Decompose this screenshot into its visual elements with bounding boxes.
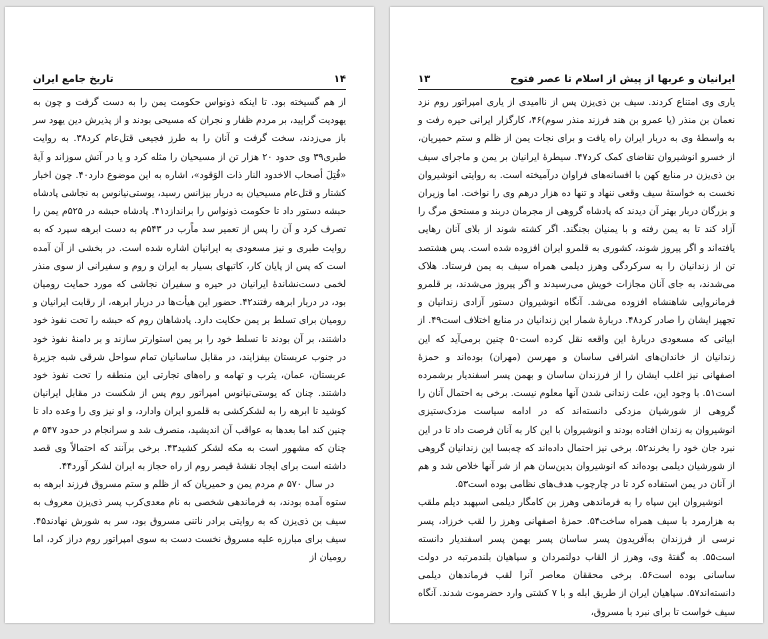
right-page-number: ۱۳ [418, 73, 431, 85]
right-header-rule [418, 89, 735, 90]
right-page-body [418, 94, 735, 622]
left-page-header [33, 71, 346, 87]
left-page [5, 7, 374, 623]
left-page-body [33, 94, 346, 567]
right-page-header [418, 71, 735, 87]
right-running-title: ایرانیان و عربها از پیش از اسلام تا عصر فتوح [510, 73, 735, 85]
right-paragraph-1: یاری وی امتناع کردند. سیف بن ذی‌یزن پس از ناامیدی از یاری امپراتور روم نزد نعمان بن منذر (یا عمرو بن هند فرزند منذر سوم)۴۶، کارگزار ایرانی حیره رفت و به واسطهٔ وی به دربار ایران راه یافت و برای نجات یمن از ظلم و ستم حمیریان، از خسرو انوشیروان تقاضای کمک کرد۴۷. سیطرهٔ ایرانیان بر یمن و ماجرای سیف بن ذی‌یزن در منابع کهن با افسانه‌های فراوان درآمیخته است. به روایتی انوشیروان نخست به خواستهٔ سیف وقعی ننهاد و تنها ده هزار درهم وی را نواخت. اما وزیران و بزرگان دربار بهتر آن دیدند که پادشاه گروهی از مجرمان دربند و مستحق مرگ را آزاد کند تا به یمن رفته و با یمنیان بجنگند. اگر کشته شوند از بلای آنان رهایی یافته‌اند و اگر پیروز شوند، کشوری به قلمرو ایران افزوده شده است. پس هشتصد تن از زندانیان را به سرکردگی وهرز دیلمی همراه سیف به یمن فرستاد. هلاک می‌شدند، به جای آنان مجازات خویش می‌رسیدند و اگر پیروز می‌شدند، بر قلمرو فرمانروایی شاهنشاه افزوده می‌شد. آنگاه انوشیروان دستور آزادی زندانیان و تجهیز ایشان را صادر کرد۴۸. دربارهٔ شمار این زندانیان در منابع اختلاف است۴۹. از ابیاتی که مسعودی دربارهٔ این واقعه نقل کرده است۵۰ چنین برمی‌آید که این زندانیان از خاندان‌های اشرافی ساسان و مهرسن (مهران) بوده‌اند و حمزهٔ اصفهانی نیز اغلب ایشان را از فرزندان ساسان و بهمن پسر اسفندیار برشمرده است۵۱. با وجود این، علت زندانی شدن آنها معلوم نیست. برخی به احتمال آنان را گروهی از شورشیان مزدکی دانسته‌اند که در ادامه سیاست مزدک‌ستیزی انوشیروان به زندان افتاده بودند و انوشیروان با این کار به آنان فرصت داد تا در این نبرد جان خود را بخرند۵۲. برخی نیز احتمال داده‌اند که چه‌بسا این زندانیان گروهی از شورشیان دیلمی بوده‌اند که انوشیروان بدین‌سان هم از شر آنها خلاص شد و هم از آنان در یمن استفاده کرد تا در چارچوب هدف‌های نظامی بوده است۵۳. [418, 97, 736, 491]
left-header-rule [33, 89, 346, 90]
right-page [390, 7, 763, 623]
left-paragraph-2: در سال ۵۷۰ م مردم یمن و حمیریان که از ظلم و ستم مسروق فرزند ابرهه به ستوه آمده بودند، به فرماندهی شخصی به نام معدی‌کرب پسر ذی‌یزن معروف به سیف بن ذی‌یزن که به روایتی برادر ناتنی مسروق بود، سر به شورش نهادند۴۵. سیف برای مبارزه علیه مسروق نخست دست به سوی امپراتور روم دراز کرد، اما رومیان از [33, 479, 346, 564]
left-running-title: تاریخ جامع ایران [33, 73, 114, 85]
right-paragraph-2: انوشیروان این سپاه را به فرماندهی وهرز بن کامگار دیلمی اسپهبد دیلم ملقب به هزارمرد با سیف همراه ساخت۵۴. حمزهٔ اصفهانی وهرز را لقب خرزاد، پسر نرسی از فرزندان به‌آفریدون پسر ساسان پسر بهمن پسر اسفندیار دانسته است۵۵. به گفتهٔ وی، وهرز از القاب دولتمردان و سپاهیان بلندمرتبه در دولت ساسانی بوده است۵۶. برخی محققان معاصر آنرا لقب فرماندهان دیلمی دانسته‌اند۵۷. سپاهیان ایران از طریق ابله و با ۷ کشتی وارد حضرموت شدند. آنگاه سیف خواست تا برای نبرد با مسروق، [418, 497, 736, 618]
left-paragraph-1: از هم گسیخته بود. تا اینکه ذونواس حکومت یمن را به دست گرفت و چون به یهودیت گرایید، بر مردم ظفار و نجران که مسیحی بودند و از پذیرش دین یهود سر باز می‌زدند، سخت گرفت و آنان را به طرز فجیعی قتل‌عام کرد۳۸. به روایت طبری۳۹ وی حدود ۲۰ هزار تن از مسیحیان را مثله کرد و یا در آتش سوزاند و آیهٔ «قُتِلَ أصحاب الاخدود النار ذات الوَقود»، اشاره به این موضوع دارد۴۰. چون اخبار کشتار و قتل‌عام مسیحیان به دربار بیزانس رسید، یوستی‌نیانوس به نجاشی پادشاه حبشه دستور داد تا حکومت ذونواس را براندازد۴۱. پادشاه حبشه در ۵۲۵م یمن را تصرف کرد و آن را پس از تعمیر سد ماًرب در ۵۴۳م به دست ابرهه سپرد که به روایت طبری و نیز مسعودی به ایرانیان اشاره شده است. در بخشی از آن آمده است که پس از پایان کار، کاتبهای بسیار به ایران و روم و سفیرانی از سوی منذر لخمی دست‌نشاندهٔ ایرانیان در حیره و سفیران نجاشی که مورد حمایت رومیان بود، در دربار ابرهه رفتند۴۲. حضور این هیأت‌ها در دربار ابرهه، از رقابت ایرانیان و رومیان برای تسلط بر یمن حکایت دارد. پادشاهان روم که حبشه را تحت نفوذ خود داشتند، بر آن بودند تا تسلط خود را بر یمن استوارتر سازند و بر دامنهٔ نفوذ خود در جنوب عربستان بیفزایند، در مقابل ساسانیان تمام سواحل شرقی شبه جزیرهٔ عربستان، عمان، یثرب و تهامه و راه‌های تجارتی این منطقه را تحت نفوذ خود داشتند. چنان که یوستی‌نیانوس امپراتور روم پس از شکست در مقابل ایرانیان کوشید تا ابرهه را به لشکرکشی به قلمرو ایران وادارد، و او نیز وی را وعده داد تا چنین کند اما بعدها به عواقب آن اندیشید، منصرف شد و سرانجام در حدود ۵۴۷ م چنان که مشهور است به مکه لشکر کشید۴۳. برخی برآنند که احتمالاً وی قصد داشته است برای ایجاد نقشهٔ قیصر روم از راه حجاز به ایران لشکر آورد۴۴. [33, 97, 347, 473]
left-page-number: ۱۴ [333, 73, 346, 85]
